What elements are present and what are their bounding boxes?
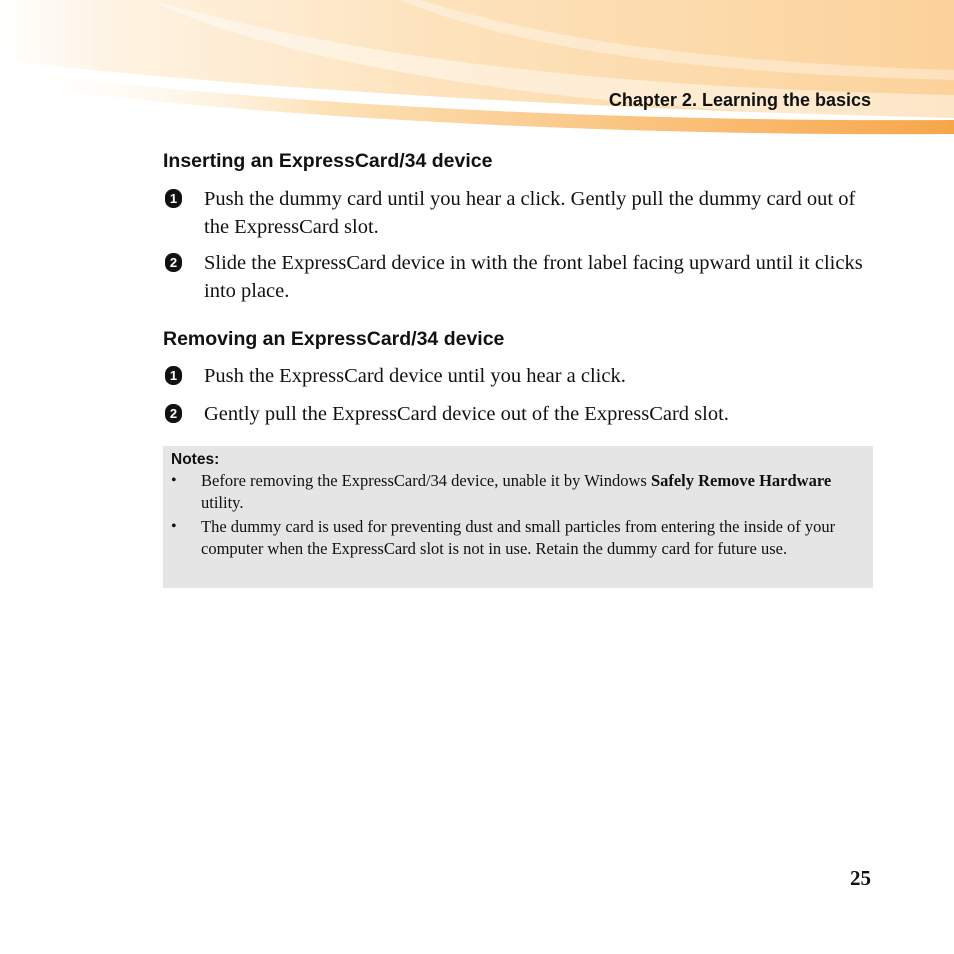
chapter-title: Chapter 2. Learning the basics (608, 90, 871, 110)
bullet-icon: • (171, 518, 177, 535)
step-number-badge: 2 (165, 404, 182, 423)
step-text: Slide the ExpressCard device in with the front label facing upward until it clicks into place. (204, 252, 863, 302)
header-banner (0, 0, 954, 140)
note-emphasis: Safely Remove Hardware (650, 471, 832, 490)
section-heading-inserting: Inserting an ExpressCard/34 device (163, 150, 493, 172)
note-text: The dummy card is used for preventing dust and small particles from entering the inside of your computer when the ExpressCard slot is not in use. Retain the dummy card for future use. (201, 517, 836, 558)
notes-title: Notes: (171, 451, 220, 468)
bullet-icon: • (171, 472, 177, 489)
note-text: Before removing the ExpressCard/34 device, unable it by Windows Safely Remove Hardware utility. (201, 471, 832, 512)
step-number-badge: 1 (165, 366, 182, 385)
step-text: Gently pull the ExpressCard device out of the ExpressCard slot. (204, 403, 729, 425)
step-number-badge: 1 (165, 189, 182, 208)
step-text: Push the dummy card until you hear a click. Gently pull the dummy card out of the ExpressCard slot. (204, 188, 856, 238)
step-text: Push the ExpressCard device until you hear a click. (204, 365, 626, 387)
notes-box (163, 446, 873, 588)
page-number: 25 (850, 866, 871, 890)
section-heading-removing: Removing an ExpressCard/34 device (163, 328, 505, 350)
step-number-badge: 2 (165, 253, 182, 272)
